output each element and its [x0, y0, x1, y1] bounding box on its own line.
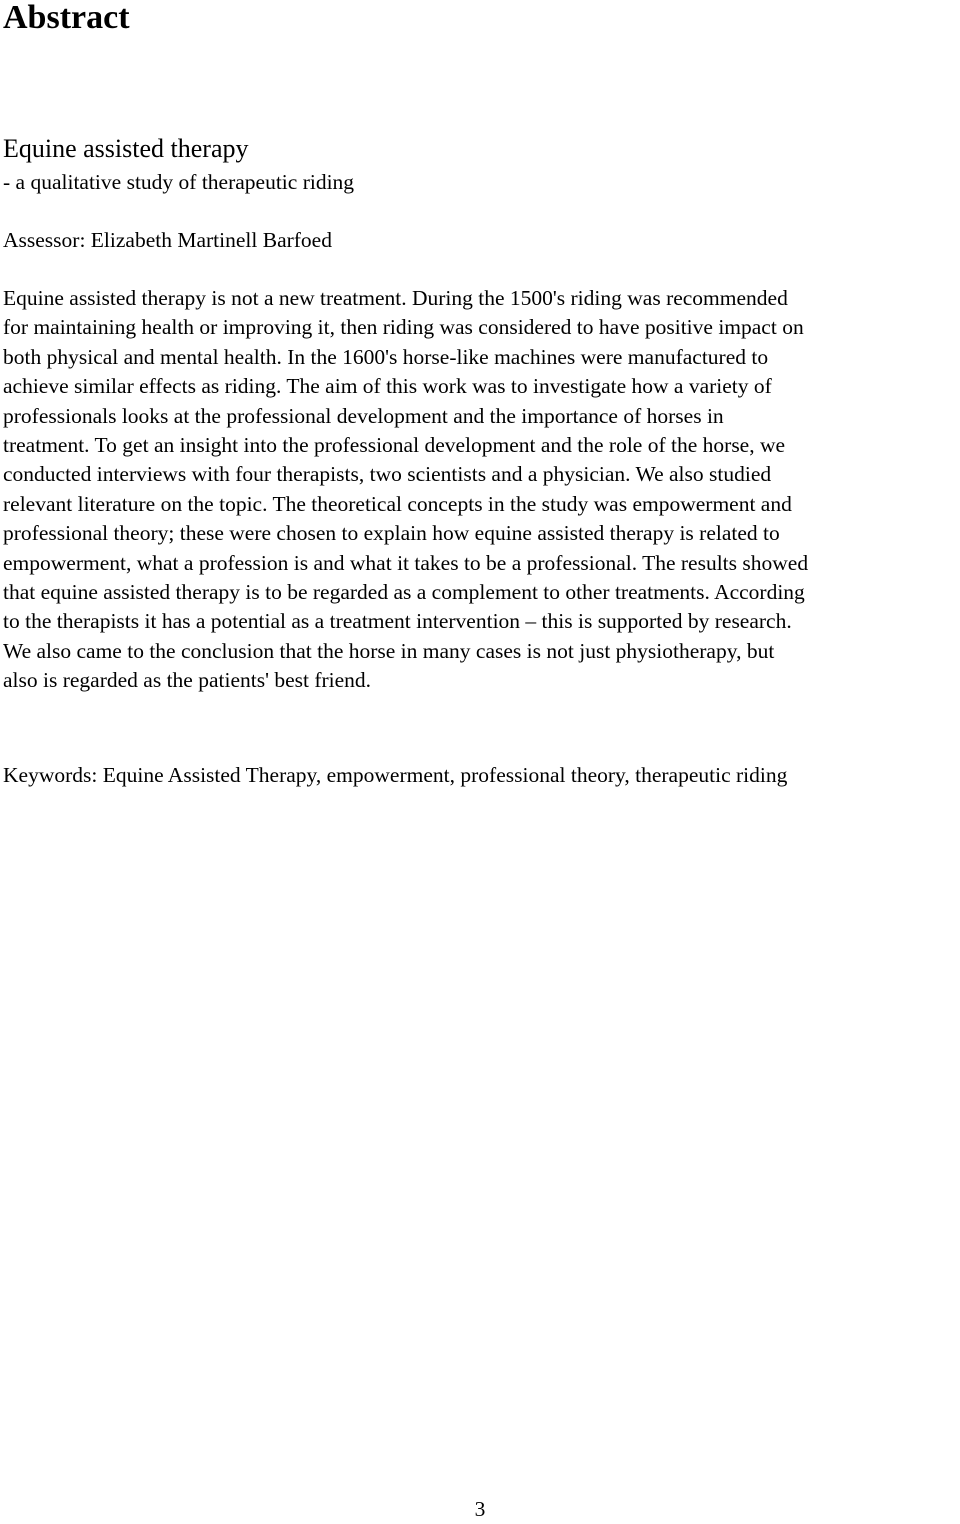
- abstract-body: [3, 284, 959, 696]
- abstract-line: We also came to the conclusion that the horse in many cases is not just physiotherapy, but: [3, 638, 775, 663]
- keywords-line: Keywords: Equine Assisted Therapy, empowerment, professional theory, therapeutic riding: [3, 763, 788, 787]
- abstract-line: professionals looks at the professional development and the importance of horses in: [3, 403, 724, 428]
- abstract-line: also is regarded as the patients' best friend.: [3, 668, 372, 693]
- abstract-line: Equine assisted therapy is not a new treatment. During the 1500's riding was recommended: [3, 286, 788, 310]
- thesis-title: Equine assisted therapy: [3, 134, 249, 163]
- abstract-line: treatment. To get an insight into the professional development and the role of the horse, we: [3, 433, 786, 458]
- section-heading: Abstract: [3, 0, 130, 36]
- abstract-line: achieve similar effects as riding. The aim of this work was to investigate how a variety of: [3, 374, 772, 399]
- abstract-line: for maintaining health or improving it, then riding was considered to have positive impact on: [3, 315, 804, 340]
- abstract-line: conducted interviews with four therapists, two scientists and a physician. We also studied: [3, 462, 772, 487]
- abstract-line: to the therapists it has a potential as a treatment intervention – this is supported by research.: [3, 609, 792, 634]
- abstract-line: relevant literature on the topic. The theoretical concepts in the study was empowerment and: [3, 491, 792, 516]
- abstract-line: both physical and mental health. In the 1600's horse-like machines were manufactured to: [3, 344, 769, 369]
- abstract-line: empowerment, what a profession is and what it takes to be a professional. The results showed: [3, 550, 809, 575]
- assessor-line: Assessor: Elizabeth Martinell Barfoed: [3, 228, 332, 252]
- page-number: 3: [474, 1497, 486, 1521]
- thesis-subtitle: - a qualitative study of therapeutic riding: [3, 170, 355, 194]
- abstract-line: that equine assisted therapy is to be regarded as a complement to other treatments. According: [3, 580, 805, 605]
- abstract-line: professional theory; these were chosen to explain how equine assisted therapy is related to: [3, 521, 780, 546]
